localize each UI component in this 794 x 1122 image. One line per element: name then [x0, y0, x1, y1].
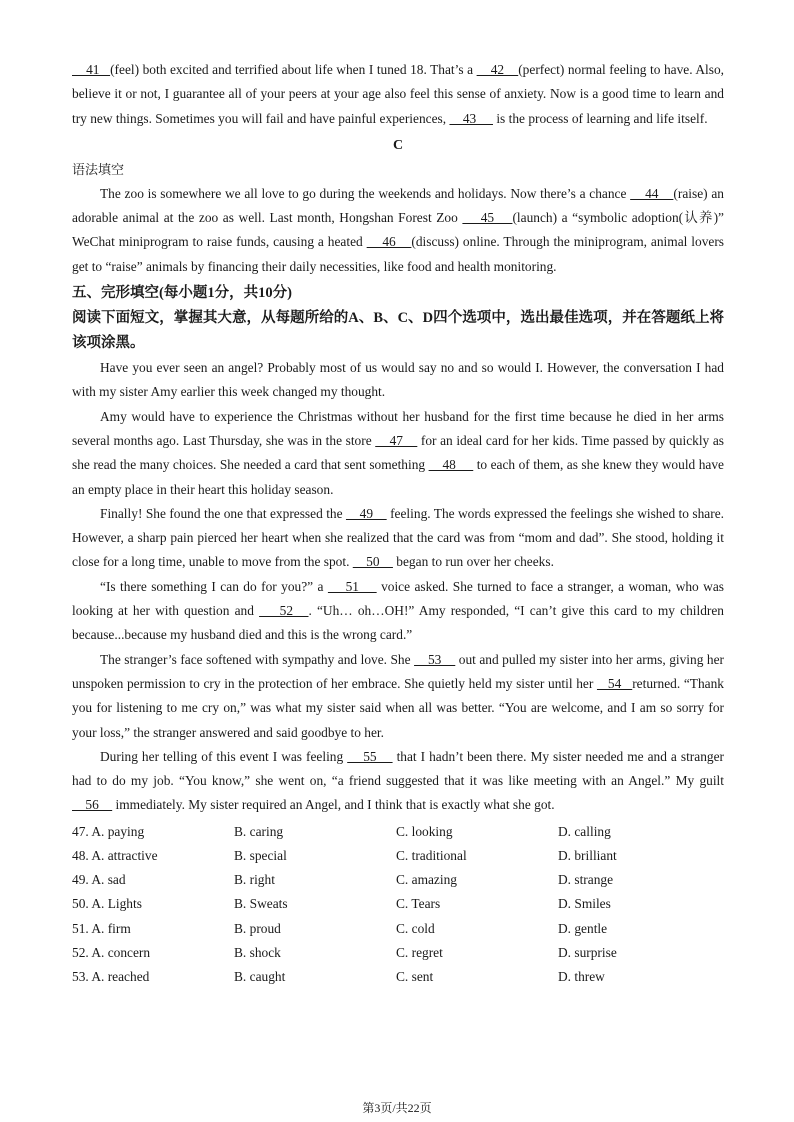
option-b: B. caring: [234, 823, 284, 839]
option-c: C. Tears: [396, 896, 441, 912]
blank-45: 45: [462, 210, 513, 226]
blank-54: 54: [596, 675, 633, 691]
part-b-tail-paragraph: 41 (feel) both excited and terrified about life when I tuned 18. That’s a 42 (perfect) normal feeling to have. Also, believe it or not, I guarantee all of your peers at your age also feel this sense of anxiety. Now is a good time to learn and try new things. Sometimes you will fail and have painful experiences, 43 is the process of learning and life itself.: [72, 62, 724, 126]
option-d: D. brilliant: [558, 847, 617, 863]
section-c-paragraph: The zoo is somewhere we all love to go during the weekends and holidays. Now there’s a chance 44 (raise) an adorable animal at the zoo as well. Last month, Hongshan Forest Zoo 45 (launch) a “symbolic adoption(认养)” WeChat miniprogram to raise funds, causing a heated 46 (discuss) online. Through the miniprogram, animal lovers get to “raise” animals by financing their daily necessities, like food and health monitoring.: [72, 185, 725, 274]
option-d: D. threw: [558, 968, 605, 984]
option-b: B. caught: [234, 968, 286, 984]
section-c-label: 语法填空: [72, 161, 125, 177]
cloze-paragraph-6: During her telling of this event I was feeling 55 that I hadn’t been there. My sister needed me and a stranger had to do my job. “You know,” she went on, “a friend suggested that it was like meeting with an Angel.” My guilt 56 immediately. My sister required an Angel, and I think that is exactly what she got.: [72, 748, 724, 813]
blank-42: 42: [476, 62, 519, 77]
blank-43: 43: [449, 110, 493, 126]
cloze-paragraph-1: Have you ever seen an angel? Probably most of us would say no and so would I. However, the conversation I had with my sister Amy earlier this week changed my thought.: [72, 360, 724, 400]
option-a: 50. A. Lights: [72, 896, 142, 912]
option-a: 47. A. paying: [72, 823, 145, 839]
option-c: C. looking: [396, 823, 453, 839]
option-a: 49. A. sad: [72, 872, 126, 888]
cloze-heading: 五、完形填空(每小题1分，共10分): [72, 285, 292, 302]
option-b: B. right: [234, 872, 275, 888]
cloze-paragraph-5: The stranger’s face softened with sympathy and love. She 53 out and pulled my sister into her arms, giving her unspoken permission to cry in the protection of her embrace. She quietly held my sister until her 54 returned. “Thank you for listening to me cry on,” was what my sister said when all was better. “You are welcome, and I am so sorry for your loss,” the stranger answered and said goodbye to her.: [72, 651, 724, 740]
option-b: B. shock: [234, 944, 281, 960]
blank-53: 53: [414, 651, 456, 667]
blank-51: 51: [327, 578, 377, 594]
page-content: [72, 58, 724, 989]
option-b: B. Sweats: [234, 896, 288, 912]
blank-56: 56: [72, 797, 113, 813]
option-row-52: [72, 941, 724, 965]
option-b: B. special: [234, 847, 287, 863]
section-c-title: C: [392, 137, 404, 153]
blank-44: 44: [630, 185, 674, 201]
option-b: B. proud: [234, 920, 281, 936]
option-d: D. surprise: [558, 944, 617, 960]
answer-options: [72, 820, 724, 989]
option-d: D. gentle: [558, 920, 608, 936]
cloze-paragraph-2: Amy would have to experience the Christmas without her husband for the first time because he died in her arms several months ago. Last Thursday, she was in the store 47 for an ideal card for her kids. Time passed by quickly as she read the many choices. She needed a card that sent something 48 to each of them, as she knew they would have an empty place in their heart this holiday season.: [72, 408, 724, 497]
blank-46: 46: [366, 234, 412, 250]
cloze-paragraph-4: “Is there something I can do for you?” a 51 voice asked. She turned to face a stranger, a woman, who was looking at her with question and 52 . “Uh… oh…OH!” Amy responded, “I can’t give this card to my children because...because my husband died and this is the wrong card.”: [72, 578, 725, 643]
option-a: 52. A. concern: [72, 944, 151, 960]
option-row-50: [72, 892, 724, 916]
option-c: C. traditional: [396, 847, 467, 863]
blank-41: 41: [72, 62, 111, 77]
blank-47: 47: [375, 432, 418, 448]
page-number-footer: 第3页/共22页: [362, 1101, 432, 1115]
option-c: C. regret: [396, 944, 443, 960]
blank-50: 50: [352, 554, 393, 570]
blank-49: 49: [345, 505, 387, 521]
option-d: D. calling: [558, 823, 611, 839]
option-c: C. cold: [396, 920, 435, 936]
blank-48: 48: [428, 457, 474, 473]
option-a: 48. A. attractive: [72, 847, 158, 863]
option-d: D. strange: [558, 872, 614, 888]
option-row-47: [72, 820, 724, 844]
option-a: 51. A. firm: [72, 920, 131, 936]
option-row-48: [72, 844, 724, 868]
option-row-49: [72, 868, 724, 892]
blank-55: 55: [347, 748, 393, 764]
option-row-53: [72, 965, 724, 989]
option-d: D. Smiles: [558, 896, 611, 912]
cloze-instruction: 阅读下面短文，掌握其大意，从每题所给的A、B、C、D四个选项中，选出最佳选项，并在答题纸上将该项涂黑。: [72, 310, 724, 352]
option-row-51: [72, 917, 724, 941]
option-c: C. amazing: [396, 872, 457, 888]
blank-52: 52: [259, 603, 309, 619]
option-a: 53. A. reached: [72, 968, 150, 984]
cloze-paragraph-3: Finally! She found the one that expressed the 49 feeling. The words expressed the feelings she wished to share. However, a sharp pain pierced her heart when she realized that the card was from “mom and dad”. She stood, holding it close for a long time, unable to move from the spot. 50 began to run over her cheeks.: [72, 505, 724, 570]
option-c: C. sent: [396, 968, 434, 984]
